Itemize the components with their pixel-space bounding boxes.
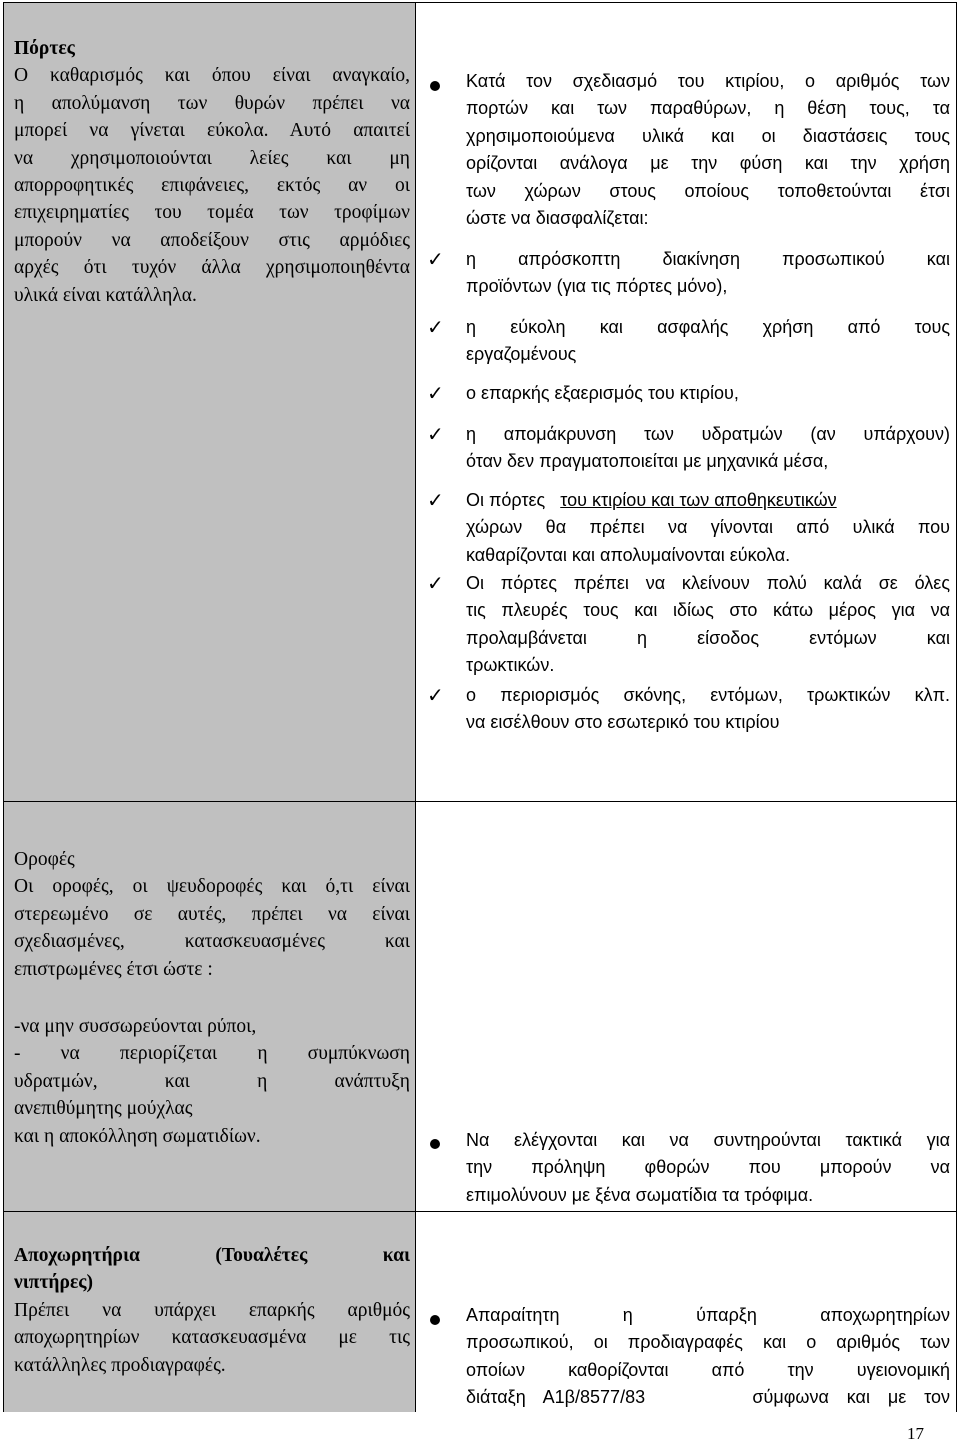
toilets-line: Πρέπει να υπάρχει επαρκής αριθμός (14, 1299, 410, 1321)
doors-line: επιχειρηματίες του τομέα των τροφίμων (14, 202, 410, 224)
check-line: να εισέλθουν στο εσωτερικό του κτιρίου (466, 712, 780, 733)
check-icon: ✓ (427, 247, 444, 271)
ceilings-bullet (466, 1127, 950, 1209)
check-line: η εύκολη και ασφαλής χρήση από τους (466, 317, 950, 337)
check-icon: ✓ (427, 315, 444, 339)
check-line: καθαρίζονται και απολυμαίνονται εύκολα. (466, 544, 791, 565)
doors-section (3, 2, 957, 802)
toilets-line: κατάλληλες προδιαγραφές. (14, 1354, 226, 1376)
doors-line: μπορούν να αποδείξουν στις αρμόδιες (14, 229, 410, 251)
toilets-title: νιπτήρες) (14, 1272, 93, 1294)
doors-intro (466, 68, 950, 232)
ceilings-bullet-line: επιμολύνουν με ξένα σωματίδια τα τρόφιμα. (466, 1184, 814, 1205)
doors-line: υλικά είναι κατάλληλα. (14, 284, 197, 306)
check-line: εργαζομένους (466, 344, 577, 365)
underlined-text: του κτιρίου και των αποθηκευτικών (560, 490, 837, 510)
page-number: 17 (907, 1424, 924, 1443)
intro-line: πορτών και των παραθύρων, η θέση τους, τα (466, 98, 950, 119)
doors-title: Πόρτες (14, 38, 75, 59)
ceilings-list-line: -να μην συσσωρεύονται ρύποι, (14, 1016, 257, 1037)
toilets-bullet-line: οποίων καθορίζονται από την υγειονομική (466, 1359, 950, 1380)
check-line: τρωκτικών. (466, 655, 555, 676)
intro-line: χρησιμοποιούμενα υλικά και οι διαστάσεις τους (466, 125, 950, 146)
check-item (466, 421, 950, 476)
check-icon: ✓ (427, 571, 444, 595)
check-line: προϊόντων (για τις πόρτες μόνο), (466, 276, 728, 297)
check-line: όταν δεν πραγματοποιείται με μηχανικά μέσα, (466, 451, 829, 472)
check-line: χώρων θα πρέπει να γίνονται από υλικά που (466, 517, 950, 538)
check-line: προλαμβάνεται η είσοδος εντόμων και (466, 627, 950, 648)
check-item (466, 314, 950, 369)
intro-line: ώστε να διασφαλίζεται: (466, 208, 649, 229)
check-icon: ✓ (427, 683, 444, 707)
ceilings-list-line: - να περιορίζεται η συμπύκνωση (14, 1043, 410, 1065)
doors-line: μπορεί να γίνεται εύκολα. Αυτό απαιτεί (14, 120, 410, 142)
ceilings-line: Οι οροφές, οι ψευδοροφές και ό,τι είναι (14, 876, 410, 898)
doors-left-cell (4, 3, 416, 801)
intro-line: ορίζονται ανάλογα με την φύση και την χρήση (466, 153, 950, 174)
ceilings-list-line: και η αποκόλληση σωματιδίων. (14, 1125, 261, 1147)
doors-right-cell (416, 3, 956, 801)
ceilings-line: επιστρωμένες έτσι ώστε : (14, 958, 213, 980)
toilets-text (14, 1242, 410, 1379)
ceilings-left-cell (4, 802, 416, 1211)
check-prefix: Οι πόρτες (466, 490, 546, 510)
ceilings-right-cell (416, 802, 956, 1211)
bullet-icon (430, 1139, 440, 1149)
intro-line: των χώρων στους οποίους τοποθετούνται έτσι (466, 180, 950, 201)
toilets-bullet (466, 1302, 950, 1412)
check-item (466, 570, 950, 680)
toilets-title: Αποχωρητήρια (Τουαλέτες και (14, 1245, 410, 1266)
check-line: τις πλευρές τους και ιδίως στο κάτω μέρος για να (466, 600, 950, 621)
doors-line: απορροφητικές επιφάνειες, εκτός αν οι (14, 175, 410, 197)
check-line: Οι πόρτες πρέπει να κλείνουν πολύ καλά σε όλες (466, 573, 950, 593)
toilets-bullet-line: προσωπικού, οι προδιαγραφές και ο αριθμός των (466, 1332, 950, 1353)
ceilings-line: σχεδιασμένες, κατασκευασμένες και (14, 931, 410, 953)
check-line: ο επαρκής εξαερισμός του κτιρίου, (466, 383, 739, 403)
check-item (466, 487, 950, 569)
ceilings-list (14, 1013, 410, 1150)
check-icon: ✓ (427, 381, 444, 405)
check-line (466, 487, 950, 514)
ceilings-text (14, 846, 410, 983)
toilets-right-cell (416, 1212, 956, 1412)
ceilings-section (3, 802, 957, 1212)
check-line: ο περιορισμός σκόνης, εντόμων, τρωκτικών κλπ. (466, 685, 950, 705)
toilets-left-cell (4, 1212, 416, 1412)
ceilings-title: Οροφές (14, 849, 75, 870)
ceilings-line: στερεωμένο σε αυτές, πρέπει να είναι (14, 903, 410, 925)
doors-line: Ο καθαρισμός και όπου είναι αναγκαίο, (14, 65, 410, 87)
check-icon: ✓ (427, 488, 444, 512)
ceilings-bullet-line: την πρόληψη φθορών που μπορούν να (466, 1157, 950, 1178)
ceilings-list-line: ανεπιθύμητης μούχλας (14, 1098, 193, 1120)
bullet-icon (430, 81, 440, 91)
toilets-line: αποχωρητηρίων κατασκευασμένα με τις (14, 1327, 410, 1349)
check-item (466, 682, 950, 737)
toilets-bullet-line: διάταξη Α1β/8577/83 σύμφωνα και με τον (466, 1387, 950, 1408)
check-icon: ✓ (427, 422, 444, 446)
bullet-icon (430, 1315, 440, 1325)
doors-text (14, 35, 410, 309)
check-line: η απρόσκοπτη διακίνηση προσωπικού και (466, 249, 950, 269)
doors-line: αρχές ότι τυχόν άλλα χρησιμοποιηθέντα (14, 257, 410, 279)
ceilings-list-line: υδρατμών, και η ανάπτυξη (14, 1070, 410, 1092)
doors-line: η απολύμανση των θυρών πρέπει να (14, 92, 410, 114)
check-item (466, 246, 950, 301)
check-line: η απομάκρυνση των υδρατμών (αν υπάρχουν) (466, 424, 950, 444)
ceilings-bullet-line: Να ελέγχονται και να συντηρούνται τακτικά για (466, 1130, 950, 1150)
intro-line: Κατά τον σχεδιασμό του κτιρίου, ο αριθμός των (466, 71, 950, 91)
check-item (466, 380, 950, 407)
doors-line: να χρησιμοποιούνται λείες και μη (14, 147, 410, 169)
toilets-section (3, 1212, 957, 1412)
toilets-bullet-line: Απαραίτητη η ύπαρξη αποχωρητηρίων (466, 1305, 950, 1325)
